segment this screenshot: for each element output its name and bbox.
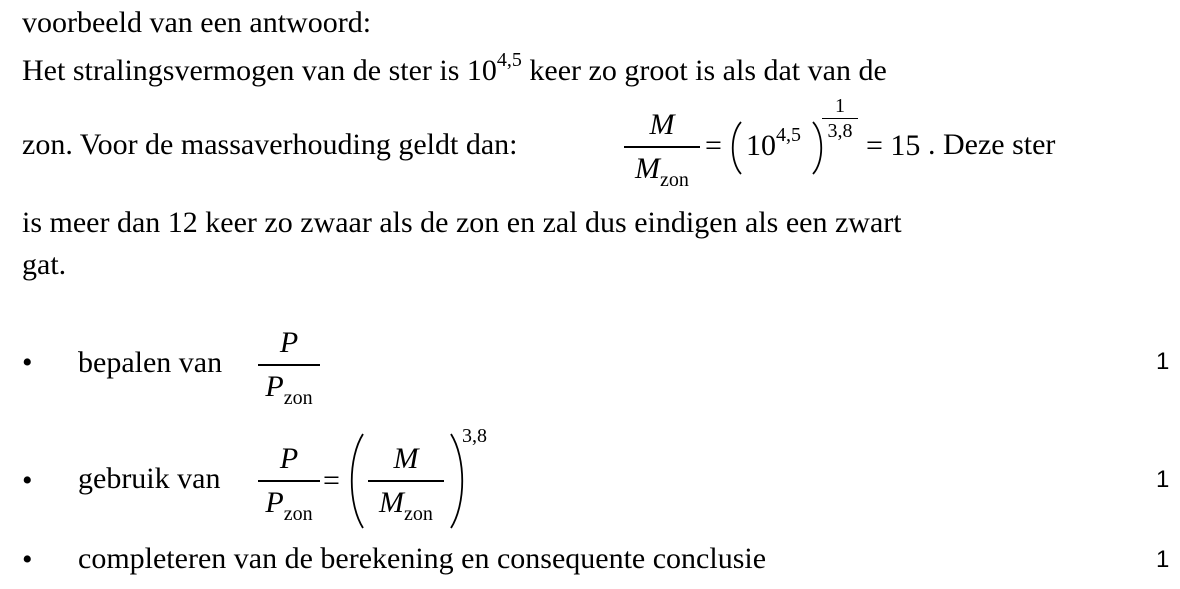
outer-exponent-bar — [822, 118, 858, 119]
outer-exponent-denominator: 3,8 — [827, 120, 853, 142]
mass-ratio-numerator: M — [649, 108, 675, 141]
line1-power: 10$^{4,5}$ — [466, 49, 522, 87]
power-term: 10$^{4,5}$ — [746, 124, 801, 162]
answer-line-1 — [22, 49, 887, 87]
power-ratio-numerator: P — [279, 326, 299, 359]
mass-ratio-fraction — [624, 106, 700, 194]
scoring-item-1: bepalen van — [78, 346, 223, 379]
fraction-bar — [624, 146, 700, 148]
result-value: = 15 — [866, 129, 921, 162]
power-ratio-fraction-2 — [258, 440, 320, 532]
answer-line-2-text: zon. Voor de massaverhouding geldt dan: — [22, 128, 518, 161]
answer-line-4: gat. — [22, 248, 67, 281]
bullet-1: • — [22, 346, 33, 379]
score-1: 1 — [1156, 348, 1170, 375]
fraction-bar — [258, 364, 320, 366]
fraction-bar — [258, 480, 320, 482]
line1-post: keer zo groot is als dat van de — [521, 54, 887, 87]
line2-post: . Deze ster — [928, 128, 1056, 161]
power-ratio-denominator: $P_{zon}$ — [265, 370, 313, 409]
outer-exponent-numerator: 1 — [835, 95, 845, 117]
outer-exponent-fraction — [822, 96, 858, 146]
mass-ratio-denominator: $M_{zon}$ — [379, 486, 433, 525]
power-ratio-fraction-1 — [258, 324, 320, 416]
fraction-bar — [368, 480, 444, 482]
score-2: 1 — [1156, 466, 1170, 493]
power-ratio-numerator: P — [279, 442, 299, 475]
mass-ratio-fraction-2 — [368, 440, 444, 532]
power-ratio-denominator: $P_{zon}$ — [265, 486, 313, 525]
mass-ratio-denominator: $M_{zon}$ — [635, 152, 689, 191]
answer-line-3: is meer dan 12 keer zo zwaar als de zon en zal dus eindigen als een zwart — [22, 206, 902, 239]
answer-heading: voorbeeld van een antwoord: — [22, 6, 372, 39]
score-3: 1 — [1156, 546, 1170, 573]
left-paren — [730, 120, 744, 176]
scoring-item-3: completeren van de berekening en consequente conclusie — [78, 542, 767, 575]
line1-pre: Het stralingsvermogen van de ster is — [22, 54, 467, 87]
equals-sign-2: = — [323, 464, 340, 497]
scoring-item-2: gebruik van — [78, 462, 221, 495]
bullet-2: • — [22, 464, 33, 497]
power-exponent: 3,8 — [462, 425, 487, 447]
equals-sign: = — [705, 129, 722, 162]
bullet-3: • — [22, 543, 33, 576]
mass-ratio-numerator: M — [393, 442, 419, 475]
left-big-paren — [350, 432, 366, 530]
